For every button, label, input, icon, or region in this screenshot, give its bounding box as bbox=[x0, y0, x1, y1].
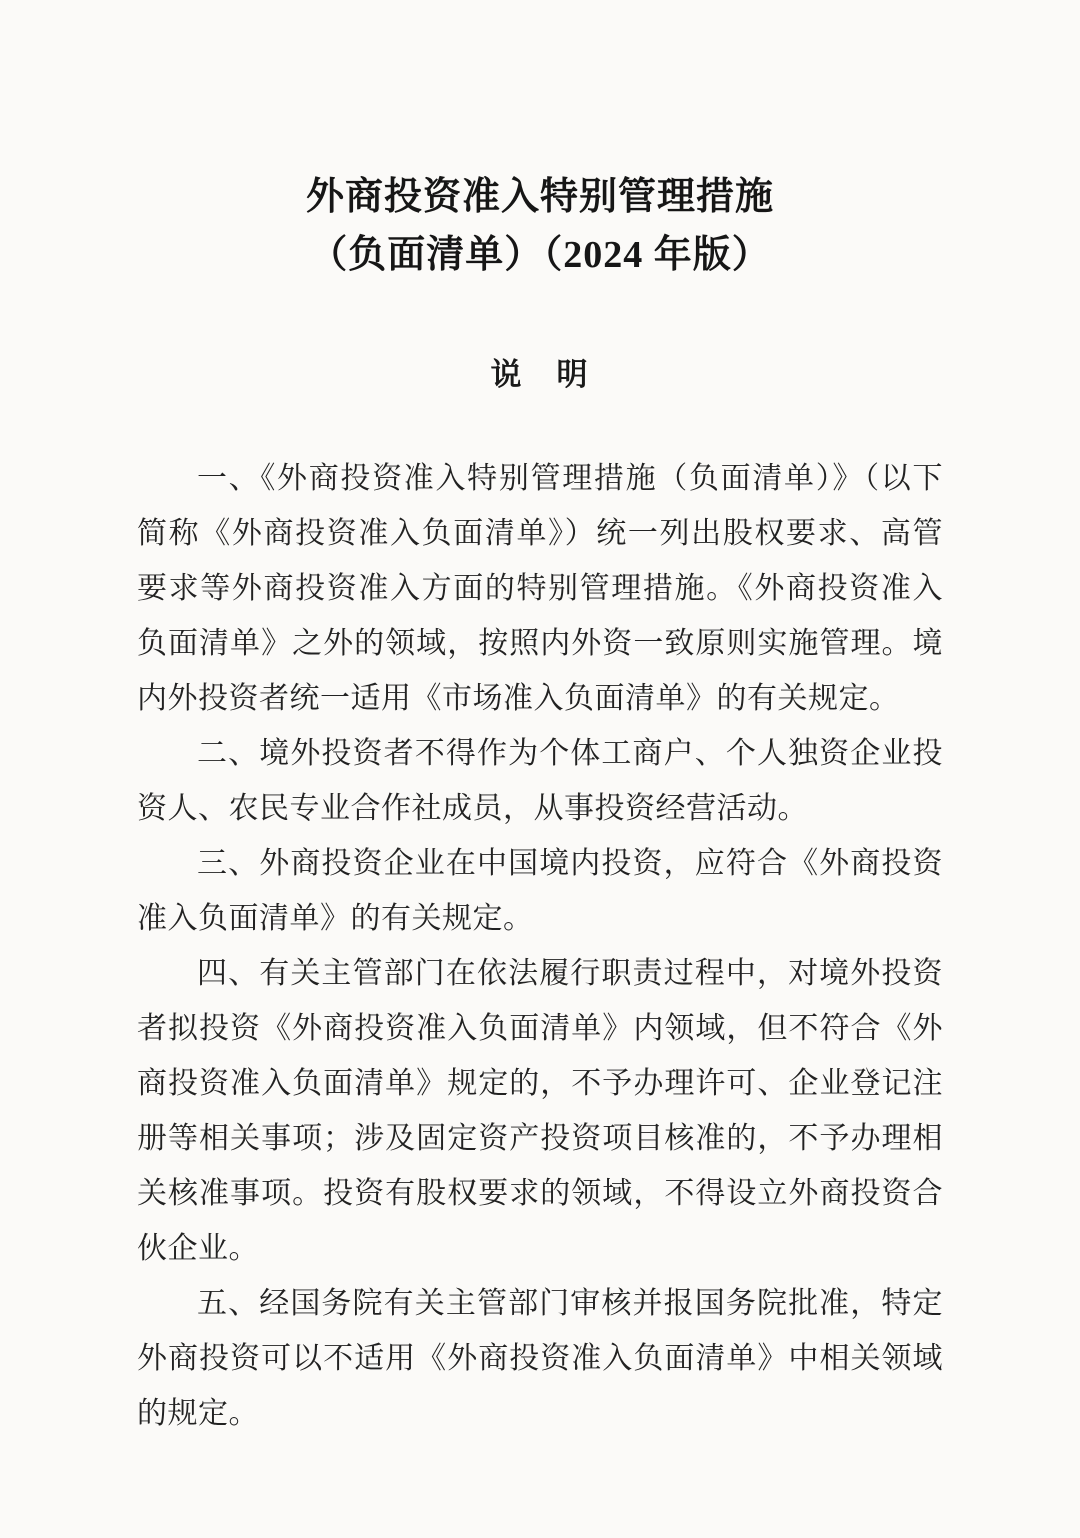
document-body bbox=[137, 451, 943, 1441]
paragraph-5: 五、经国务院有关主管部门审核并报国务院批准，特定外商投资可以不适用《外商投资准入负面清单》中相关领域的规定。 bbox=[137, 1287, 943, 1430]
paragraph-1: 一、《外商投资准入特别管理措施（负面清单）》（以下简称《外商投资准入负面清单》）统一列出股权要求、高管要求等外商投资准入方面的特别管理措施。《外商投资准入负面清单》之外的领域，按照内外资一致原则实施管理。境内外投资者统一适用《市场准入负面清单》的有关规定。 bbox=[137, 462, 943, 715]
document-title-line2: （负面清单）（2024 年版） bbox=[309, 234, 771, 276]
paragraph-3: 三、外商投资企业在中国境内投资，应符合《外商投资准入负面清单》的有关规定。 bbox=[137, 847, 943, 935]
paragraph-4: 四、有关主管部门在依法履行职责过程中，对境外投资者拟投资《外商投资准入负面清单》内领域，但不符合《外商投资准入负面清单》规定的，不予办理许可、企业登记注册等相关事项；涉及固定资产投资项目核准的，不予办理相关核准事项。投资有股权要求的领域，不得设立外商投资合伙企业。 bbox=[137, 957, 943, 1265]
section-heading: 说 明 bbox=[490, 357, 590, 392]
paragraph-2: 二、境外投资者不得作为个体工商户、个人独资企业投资人、农民专业合作社成员，从事投资经营活动。 bbox=[137, 737, 943, 825]
document-title bbox=[0, 0, 1080, 284]
document-title-line1: 外商投资准入特别管理措施 bbox=[305, 176, 774, 218]
